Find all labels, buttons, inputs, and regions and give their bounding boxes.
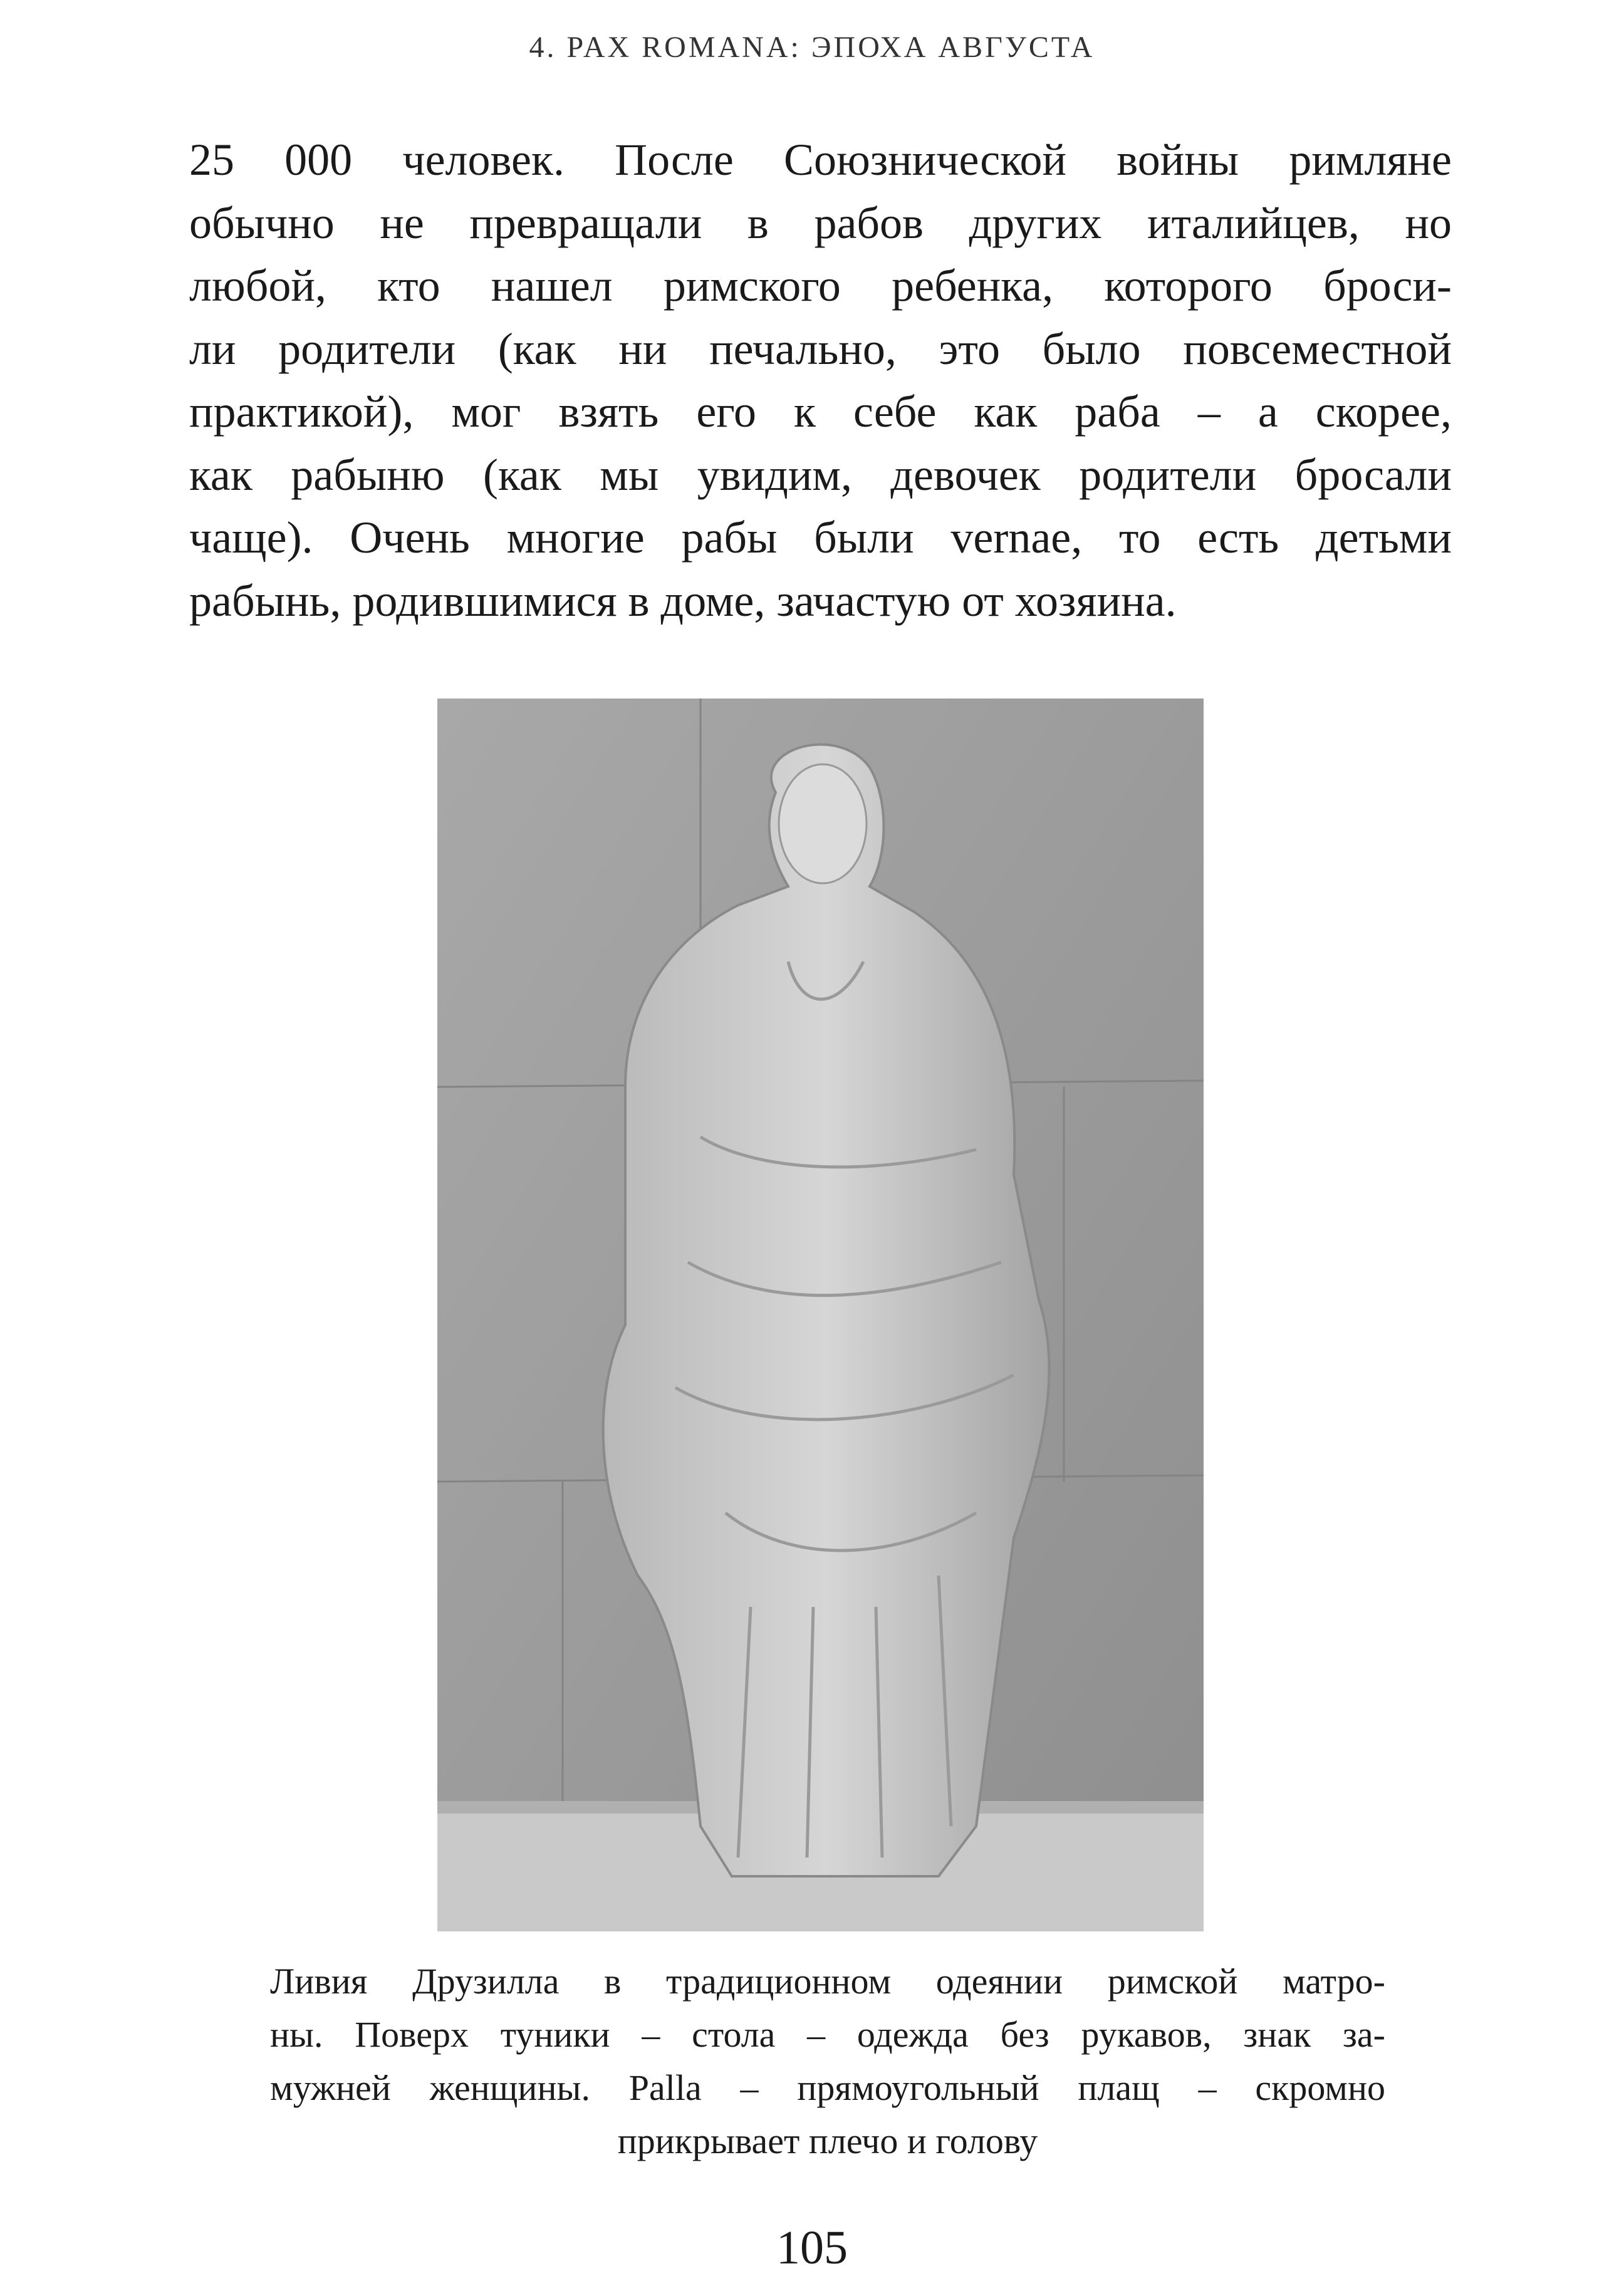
caption-line: прикрывает плечо и голову (617, 2121, 1038, 2161)
caption-line: мужней женщины. Palla – прямоугольный плащ – скромно (270, 2067, 1385, 2108)
text-line: обычно не превращали в рабов других италийцев, но (189, 197, 1452, 248)
statue-photo (437, 699, 1204, 1931)
text-line: любой, кто нашел римского ребенка, которого броси- (189, 261, 1452, 311)
text-line: как рабыню (как мы увидим, девочек родители бросали (189, 449, 1452, 500)
text-line: рабынь, родившимися в доме, зачастую от хозяина. (189, 575, 1177, 626)
running-header: 4. PAX ROMANA: ЭПОХА АВГУСТА (529, 31, 1095, 64)
caption-line: Ливия Друзилла в традиционном одеянии римской матро- (270, 1961, 1385, 2002)
page-number: 105 (776, 2221, 848, 2274)
text-line: практикой), мог взять его к себе как раба – а скорее, (189, 387, 1452, 437)
text-line: чаще). Очень многие рабы были vernae, то есть детьми (189, 512, 1452, 563)
statue-illustration (437, 699, 1204, 1931)
text-line: 25 000 человек. После Союзнической войны римляне (189, 135, 1452, 185)
body-paragraph (189, 128, 1452, 632)
figure-caption (270, 1955, 1385, 2168)
caption-line: ны. Поверх туники – стола – одежда без рукавов, знак за- (270, 2014, 1385, 2055)
text-line: ли родители (как ни печально, это было повсеместной (189, 323, 1452, 374)
